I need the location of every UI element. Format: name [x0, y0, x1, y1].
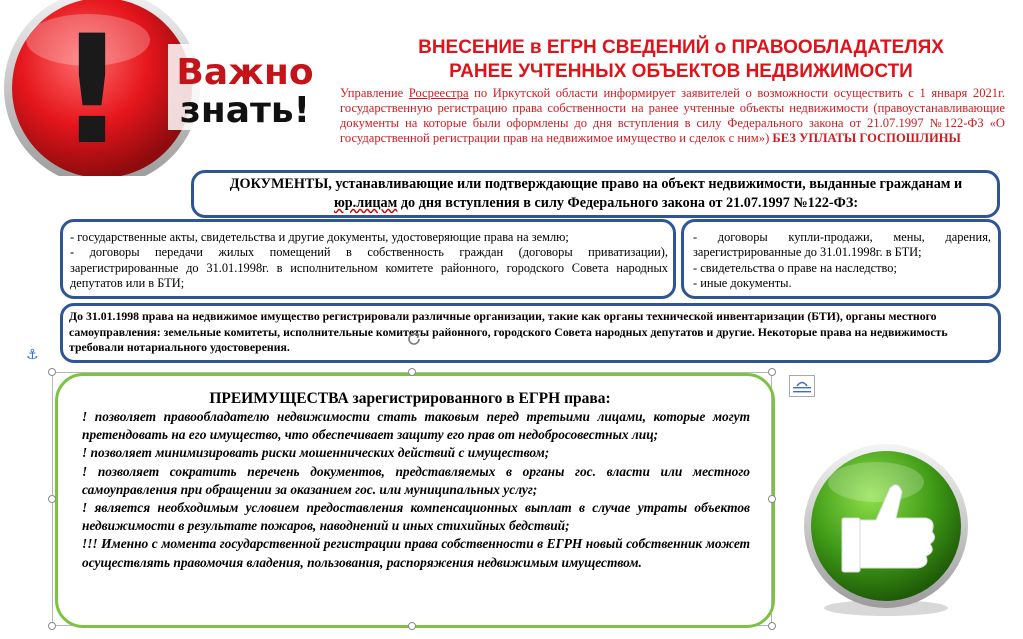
list-item: - договоры передачи жилых помещений в собственность граждан (договоры приватизации), зарегистрированные до 31.01.1998г. в исполнительном комитете районного, городского Совета народных депутатов или в БТИ; [70, 245, 668, 291]
badge-line2: знать! [179, 90, 311, 131]
left-documents-list [70, 230, 668, 292]
documents-part2: до дня вступления в силу Федерального закона от 21.07.1997 №122-ФЗ: [397, 195, 859, 211]
exclamation-mark: ! [57, 4, 127, 176]
documents-underlined: юр.лицам [333, 195, 398, 211]
badge-line1: Важно [176, 52, 314, 93]
list-item: ! является необходимым условием предоставления компенсационных выплат в случае утраты объектов недвижимости в результате пожаров, наводнений и иных стихийных бедствий; [82, 500, 750, 534]
resize-handle[interactable] [768, 368, 776, 376]
list-item: - иные документы. [693, 276, 792, 291]
intro-part1: Управление [340, 86, 409, 100]
intro-paragraph [340, 86, 1005, 146]
right-documents-list [693, 230, 991, 292]
list-item: - договоры купли-продажи, мены, дарения, зарегистрированные до 31.01.1998г. в БТИ; [693, 230, 991, 260]
layout-options-icon[interactable] [789, 375, 815, 397]
rotate-handle-icon[interactable] [405, 330, 423, 348]
resize-handle[interactable] [48, 622, 56, 630]
thumbs-up-icon [798, 440, 974, 620]
list-item: ! позволяет минимизировать риски мошеннических действий с имуществом; [82, 445, 550, 461]
anchor-icon[interactable]: ⚓ [26, 347, 39, 363]
list-item: - государственные акты, свидетельства и другие документы, удостоверяющие права на землю; [70, 230, 569, 244]
info-text: До 31.01.1998 права на недвижимое имущество регистрировали различные организации, такие как органы технической инвентаризации (БТИ), органы местного самоуправления: земельные комитеты, исполнительные комитеты районного, городского Совета народных депутатов и другие. Некоторые права на недвижимость требовали нотариального удостоверения. [69, 309, 948, 355]
resize-handle[interactable] [408, 368, 416, 376]
intro-bold: БЕЗ УПЛАТЫ ГОСПОШЛИНЫ [772, 131, 961, 145]
resize-handle[interactable] [48, 495, 56, 503]
list-item: !!! Именно с момента государственной регистрации права собственности в ЕГРН новый собственник может осуществлять правомочия владения, пользования, распоряжения недвижимым имуществом. [82, 536, 750, 570]
resize-handle[interactable] [768, 495, 776, 503]
list-item: - свидетельства о праве на наследство; [693, 260, 897, 275]
title-line2: РАНЕЕ УЧТЕННЫХ ОБЪЕКТОВ НЕДВИЖИМОСТИ [449, 61, 913, 82]
title-line1: ВНЕСЕНИЕ в ЕГРН СВЕДЕНИЙ о ПРАВООБЛАДАТЕЛЯХ [418, 37, 944, 58]
list-item: ! позволяет сократить перечень документов, представляемых в органы гос. власти или местного самоуправления при обращении за оказанием гос. или муниципальных услуг; [82, 463, 750, 497]
important-badge [0, 0, 330, 176]
documents-part1: ДОКУМЕНТЫ, устанавливающие или подтверждающие право на объект недвижимости, выданные гражданам и [229, 176, 963, 192]
intro-underlined: Росреестра [408, 86, 469, 100]
documents-heading [200, 175, 992, 213]
advantages-list [82, 408, 750, 572]
page-title [345, 36, 1017, 84]
advantages-title: ПРЕИМУЩЕСТВА зарегистрированного в ЕГРН права: [209, 390, 611, 407]
list-item: ! позволяет правообладателю недвижимости стать таковым перед третьими лицами, которые могут претендовать на его имущество, что обеспечивает защиту его прав от недобросовестных лиц; [82, 409, 750, 443]
resize-handle[interactable] [408, 622, 416, 630]
intro-part2: по Иркутской области информирует заявителей о возможности осуществить с 1 января 2021г. государственную регистрацию права собственности на ранее учтенные объекты недвижимости (правоустанавливающие документы на которые были оформлены до дня вступления в силу Федерального закона от 21.07.1997 №122-ФЗ «О государственной регистрации прав на недвижимое имущество и сделок с ним») [340, 86, 1005, 145]
resize-handle[interactable] [768, 622, 776, 630]
resize-handle[interactable] [48, 368, 56, 376]
